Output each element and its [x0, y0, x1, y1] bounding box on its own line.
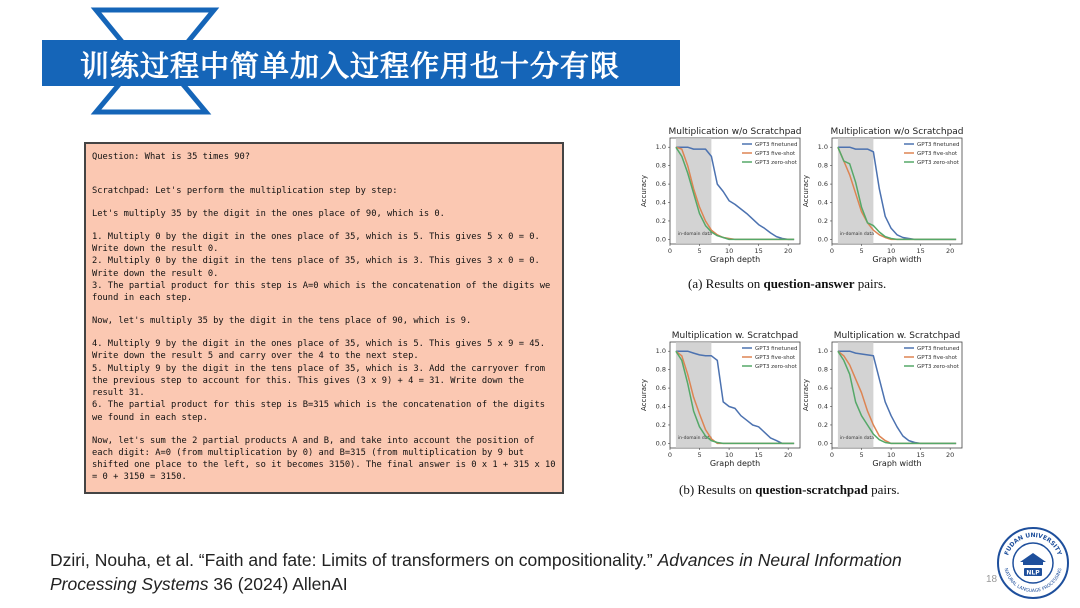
legend-label: GPT3 zero-shot [755, 364, 797, 370]
y-tick-label: 0.2 [655, 420, 666, 429]
x-tick-label: 0 [667, 451, 673, 459]
legend-label: GPT3 finetuned [917, 142, 960, 148]
legend-label: GPT3 five-shot [755, 355, 796, 361]
legend-label: GPT3 finetuned [755, 346, 798, 352]
y-tick-label: 0.2 [817, 216, 828, 225]
scratchpad-line: Scratchpad: Let's perform the multiplication step by step: [92, 186, 398, 197]
caption-a [688, 276, 886, 292]
x-tick-label: 20 [784, 451, 793, 459]
scratchpad-line: 4. Multiply 9 by the digit in the ones place of 35, which is 5. This gives 5 x 9 = 45. Write down the result 5 and carry over the 4 to the next step. 5. Multiply 9 by the digit in the tens place of 35, which is 3. Add the carryover from the previous step to account for this. This gives (3 x 9) + 4 = 31. Write down the result 31. 6. The partial product for this step is B=315 which is the concatenation of the digits we found in each step. [92, 338, 546, 423]
shade-label: in-domain data [677, 231, 713, 237]
y-tick-label: 1.0 [655, 347, 666, 356]
y-tick-label: 1.0 [817, 347, 828, 356]
x-tick-label: 5 [859, 451, 864, 459]
caption-a-prefix: (a) Results on [688, 276, 764, 291]
x-tick-label: 15 [916, 247, 925, 255]
logo-center-text: NLP [1026, 569, 1040, 577]
y-axis-label: Accuracy [802, 379, 810, 411]
y-tick-label: 0.6 [655, 384, 666, 393]
y-tick-label: 0.8 [817, 365, 828, 374]
legend-label: GPT3 zero-shot [917, 364, 959, 370]
chart-title: Multiplication w. Scratchpad [671, 331, 799, 341]
y-tick-label: 0.6 [817, 180, 828, 189]
x-tick-label: 20 [946, 247, 955, 255]
citation-tail: 36 (2024) AllenAI [208, 574, 348, 594]
y-tick-label: 0.0 [655, 439, 666, 448]
y-tick-label: 0.8 [655, 161, 666, 170]
caption-b-suffix: pairs. [867, 482, 900, 497]
y-tick-label: 0.0 [655, 235, 666, 244]
legend-label: GPT3 finetuned [755, 142, 798, 148]
caption-b-bold: question-scratchpad [755, 482, 868, 497]
scratchpad-line: Now, let's sum the 2 partial products A and B, and take into account the position of each digit: A=0 (from multiplication by 0) and B=315 (from multiplication by 9 but shifted one place to the left, so it becomes 3150). The final answer is 0 x 1 + 315 x 10 = 0 + 3150 = 3150. [92, 435, 561, 483]
scratchpad-question: Question: What is 35 times 90? [92, 152, 251, 162]
shade-label: in-domain data [839, 435, 875, 441]
y-tick-label: 0.0 [817, 235, 828, 244]
legend-label: GPT3 finetuned [917, 346, 960, 352]
university-logo [996, 526, 1070, 600]
scratchpad-line: 1. Multiply 0 by the digit in the ones place of 35, which is 5. This gives 5 x 0 = 0. Write down the result 0. 2. Multiply 0 by the digit in the tens place of 35, which is 3. This gives 3 x 0 = 0. Write down the result 0. 3. The partial product for this step is A=0 which is the concatenation of the digits we found in each step. [92, 231, 551, 304]
y-tick-label: 0.0 [817, 439, 828, 448]
y-tick-label: 1.0 [817, 143, 828, 152]
legend-label: GPT3 five-shot [917, 355, 958, 361]
caption-b-prefix: (b) Results on [679, 482, 756, 497]
chart-sp-width [800, 328, 980, 473]
page-number: 18 [986, 574, 998, 585]
y-tick-label: 0.2 [655, 216, 666, 225]
chart-title: Multiplication w/o Scratchpad [830, 127, 964, 137]
y-tick-label: 0.8 [655, 365, 666, 374]
caption-a-bold: question-answer [763, 276, 855, 291]
x-tick-label: 15 [754, 451, 763, 459]
legend-label: GPT3 zero-shot [917, 160, 959, 166]
y-tick-label: 0.4 [655, 198, 666, 207]
logo-top-text: FUDAN UNIVERSITY [1003, 531, 1063, 557]
chart-qa-depth [638, 124, 818, 269]
y-tick-label: 0.4 [817, 402, 828, 411]
x-tick-label: 15 [916, 451, 925, 459]
x-axis-label: Graph width [872, 255, 922, 264]
x-tick-label: 10 [724, 247, 734, 255]
legend-label: GPT3 five-shot [755, 151, 796, 157]
y-tick-label: 0.6 [655, 180, 666, 189]
caption-a-suffix: pairs. [854, 276, 887, 291]
chart-sp-depth [638, 328, 818, 473]
legend-label: GPT3 five-shot [917, 151, 958, 157]
shade-label: in-domain data [839, 231, 875, 237]
page-title: 训练过程中简单加入过程作用也十分有限 [80, 49, 621, 83]
y-tick-label: 0.6 [817, 384, 828, 393]
chart-title: Multiplication w. Scratchpad [833, 331, 961, 341]
scratchpad-example [84, 142, 564, 494]
scratchpad-line: Let's multiply 35 by the digit in the ones place of 90, which is 0. [92, 209, 445, 220]
x-axis-label: Graph depth [709, 255, 761, 264]
citation-venue: Advances in Neural Information Processing Systems [50, 550, 902, 594]
y-axis-label: Accuracy [640, 379, 648, 411]
in-domain-shade [838, 342, 873, 448]
y-tick-label: 0.2 [817, 420, 828, 429]
x-tick-label: 20 [946, 451, 955, 459]
shade-label: in-domain data [677, 435, 713, 441]
citation-authors: Dziri, Nouha, et al. “Faith and fate: Limits of transformers on compositionality.” [50, 550, 658, 570]
y-axis-label: Accuracy [802, 175, 810, 207]
scratchpad-line: Now, let's multiply 35 by the digit in the tens place of 90, which is 9. [92, 316, 472, 327]
x-tick-label: 5 [697, 451, 702, 459]
citation [50, 548, 930, 596]
x-tick-label: 10 [886, 247, 896, 255]
y-tick-label: 0.4 [655, 402, 666, 411]
x-tick-label: 15 [754, 247, 763, 255]
x-tick-label: 0 [829, 247, 835, 255]
x-tick-label: 10 [886, 451, 896, 459]
x-tick-label: 0 [667, 247, 673, 255]
y-axis-label: Accuracy [640, 175, 648, 207]
x-tick-label: 5 [697, 247, 702, 255]
chart-qa-width [800, 124, 980, 269]
y-tick-label: 1.0 [655, 143, 666, 152]
x-tick-label: 20 [784, 247, 793, 255]
caption-b [679, 482, 900, 498]
x-tick-label: 0 [829, 451, 835, 459]
x-axis-label: Graph depth [709, 459, 761, 468]
y-tick-label: 0.8 [817, 161, 828, 170]
x-tick-label: 10 [724, 451, 734, 459]
y-tick-label: 0.4 [817, 198, 828, 207]
x-tick-label: 5 [859, 247, 864, 255]
chart-title: Multiplication w/o Scratchpad [668, 127, 802, 137]
logo-bottom-text: NATURAL LANGUAGE PROCESSING [1002, 567, 1064, 595]
x-axis-label: Graph width [872, 459, 922, 468]
legend-label: GPT3 zero-shot [755, 160, 797, 166]
